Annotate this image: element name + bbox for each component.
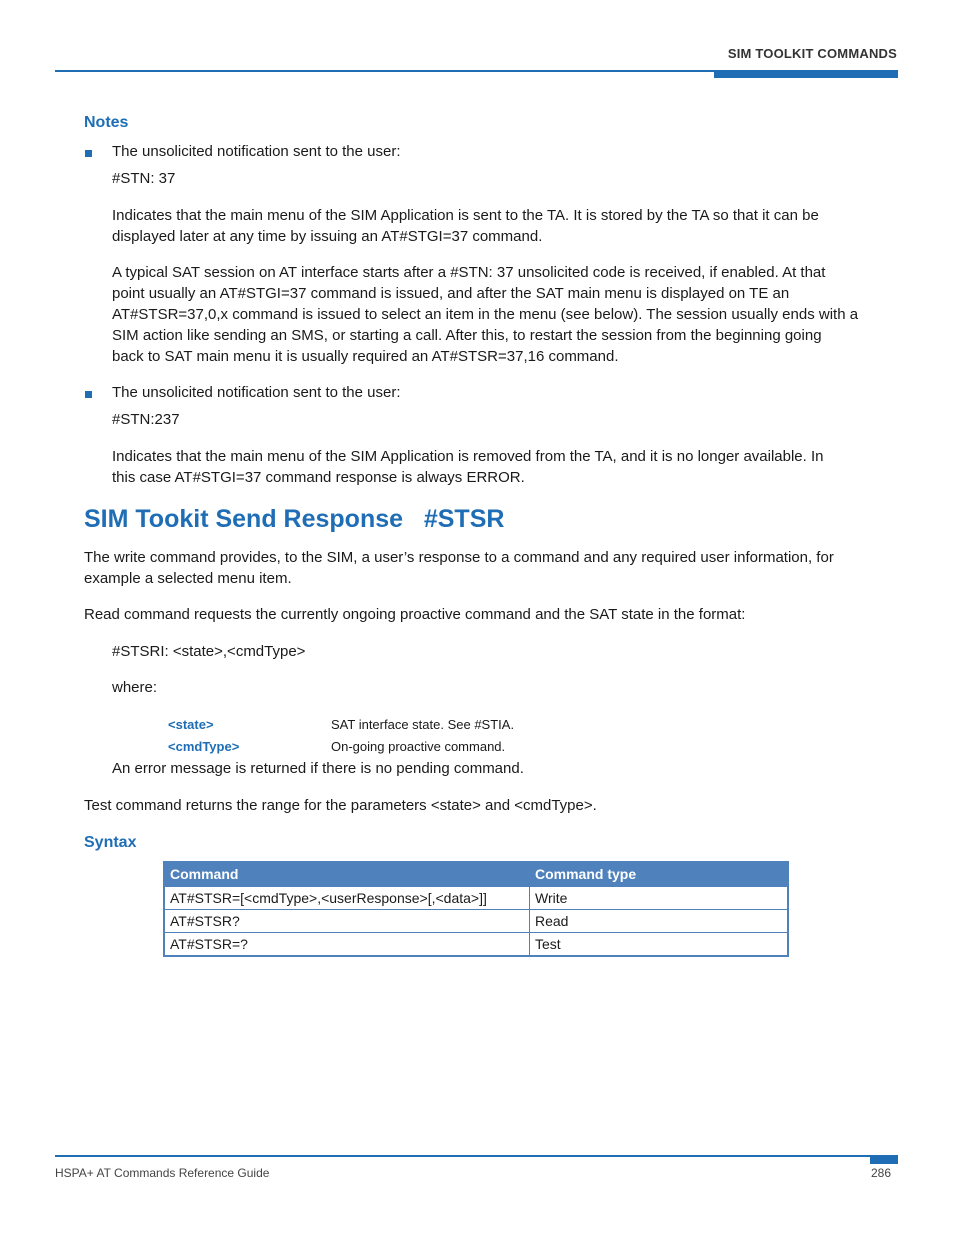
command-cell: AT#STSR? (164, 910, 530, 933)
note1-code: #STN: 37 (112, 170, 176, 187)
table-row (164, 887, 788, 910)
section-description (84, 547, 834, 589)
text-line: Indicates that the main menu of the SIM Application is removed from the TA, and it is no longer available. In (112, 448, 824, 465)
note2-para (112, 446, 824, 488)
page-number: 286 (870, 1166, 891, 1180)
note2-intro: The unsolicited notification sent to the user: (112, 384, 401, 401)
table-row (164, 933, 788, 957)
note1-intro: The unsolicited notification sent to the user: (112, 143, 401, 160)
syntax-heading: Syntax (84, 834, 137, 851)
footer-doc-title: HSPA+ AT Commands Reference Guide (55, 1166, 270, 1180)
footer-accent-block (870, 1155, 898, 1164)
notes-heading: Notes (84, 114, 129, 131)
text-line: Indicates that the main menu of the SIM Application is sent to the TA. It is stored by the TA so that it can be (112, 207, 819, 224)
header-accent-block (714, 70, 898, 78)
command-type-cell: Test (530, 933, 789, 957)
note1-para1 (112, 205, 819, 247)
read-format: #STSRI: <state>,<cmdType> (112, 643, 306, 660)
read-command-description: Read command requests the currently ongoing proactive command and the SAT state in the format: (84, 606, 746, 623)
param-desc-cmdtype: On-going proactive command. (331, 739, 506, 754)
footer-rule (55, 1155, 898, 1157)
section-title: SIM Tookit Send Response #STSR (84, 505, 505, 533)
note2-code: #STN:237 (112, 411, 180, 428)
text-line: point usually an AT#STGI=37 command is issued, and after the SAT main menu is displayed on TE an (112, 285, 790, 302)
text-line: A typical SAT session on AT interface starts after a #STN: 37 unsolicited code is received, if enabled. At that (112, 264, 826, 281)
text-line: example a selected menu item. (84, 570, 292, 587)
command-type-cell: Read (530, 910, 789, 933)
test-command-description: Test command returns the range for the parameters <state> and <cmdType>. (84, 797, 597, 814)
text-line: this case AT#STGI=37 command response is always ERROR. (112, 469, 525, 486)
error-note: An error message is returned if there is no pending command. (112, 760, 524, 777)
note1-para2 (112, 262, 858, 367)
where-label: where: (112, 679, 158, 696)
running-header: SIM TOOLKIT COMMANDS (727, 46, 897, 61)
param-desc-state: SAT interface state. See #STIA. (331, 717, 515, 732)
table-row (164, 910, 788, 933)
param-name-cmdtype: <cmdType> (168, 739, 240, 754)
column-header-command-type: Command type (530, 862, 789, 887)
table-header-row (164, 862, 788, 887)
command-type-cell: Write (530, 887, 789, 910)
bullet-square-icon (85, 150, 92, 157)
text-line: AT#STSR=37,0,x command is issued to select an item in the menu (see below). The session usually ends with a (112, 306, 859, 323)
column-header-command: Command (164, 862, 530, 887)
bullet-square-icon (85, 391, 92, 398)
command-cell: AT#STSR=? (164, 933, 530, 957)
command-cell: AT#STSR=[<cmdType>,<userResponse>[,<data>]] (164, 887, 530, 910)
text-line: The write command provides, to the SIM, a user’s response to a command and any required user information, for (84, 549, 834, 566)
syntax-table (163, 861, 789, 957)
text-line: SIM action like sending an SMS, or starting a call. After this, to restart the session from the beginning going (112, 327, 822, 344)
text-line: back to SAT main menu it is usually required an AT#STSR=37,16 command. (112, 348, 619, 365)
text-line: displayed later at any time by issuing an AT#STGI=37 command. (112, 228, 543, 245)
param-name-state: <state> (168, 717, 214, 732)
